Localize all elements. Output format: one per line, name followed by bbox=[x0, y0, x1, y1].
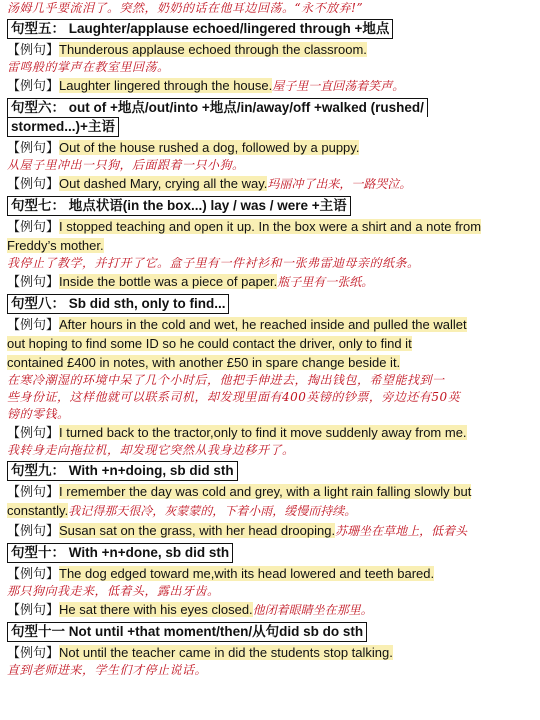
handwritten-translation: 瓶子里有一张纸。 bbox=[277, 275, 374, 289]
example-sentence-cont bbox=[7, 236, 536, 255]
handwritten-translation: 从屋子里冲出一只狗，后面跟着一只小狗。 bbox=[7, 158, 245, 172]
handwritten-translation: 雷鸣般的掌声在教室里回荡。 bbox=[7, 60, 170, 74]
example-tag: 【例句】 bbox=[7, 645, 60, 660]
english-sentence-text: contained £400 in notes, with another £50 in spare change beside it. bbox=[7, 355, 401, 370]
pattern-heading: 句型六： out of +地点/out/into +地点/in/away/off +walked (rushed/ bbox=[7, 98, 428, 117]
handwritten-translation: 玛丽冲了出来，一路哭泣。 bbox=[267, 177, 412, 191]
example-sentence bbox=[7, 643, 536, 662]
example-tag: 【例句】 bbox=[7, 140, 60, 155]
section-pattern-11 bbox=[7, 620, 536, 679]
handwritten-translation-cont: 些身份证，这样他就可以联系司机，却发现里面有400英镑的钞票，旁边还有50英 bbox=[7, 390, 461, 404]
handwritten-translation: 苏珊坐在草地上，低着头 bbox=[335, 524, 468, 538]
section-pattern-6 bbox=[7, 96, 536, 194]
english-sentence-text: out hoping to find some ID so he could contact the driver, only to find it bbox=[7, 336, 412, 351]
pattern-heading: 句型九： With +n+doing, sb did sth bbox=[7, 461, 238, 481]
example-tag: 【例句】 bbox=[7, 317, 60, 332]
handwritten-translation: 我转身走向拖拉机，却发现它突然从我身边移开了。 bbox=[7, 443, 295, 457]
example-tag: 【例句】 bbox=[7, 176, 60, 191]
section-pattern-8 bbox=[7, 292, 536, 459]
example-tag: 【例句】 bbox=[7, 425, 60, 440]
example-sentence bbox=[7, 174, 536, 194]
handwritten-note-top: 汤姆几乎要流泪了。突然，奶奶的话在他耳边回荡。“永不放弃!” bbox=[7, 1, 364, 15]
english-sentence-text: The dog edged toward me,with its head lowered and teeth bared. bbox=[59, 566, 435, 581]
pattern-heading: 句型五： Laughter/applause echoed/lingered through +地点 bbox=[7, 19, 393, 39]
example-tag: 【例句】 bbox=[7, 219, 60, 234]
example-tag: 【例句】 bbox=[7, 566, 60, 581]
example-sentence-cont bbox=[7, 353, 536, 372]
english-sentence-text: I turned back to the tractor,only to find it move suddenly away from me. bbox=[59, 425, 467, 440]
english-sentence-text: Laughter lingered through the house. bbox=[59, 78, 273, 93]
handwritten-translation: 我停止了教学，并打开了它。盒子里有一件衬衫和一张弗雷迪母亲的纸条。 bbox=[7, 256, 420, 270]
example-sentence bbox=[7, 76, 536, 96]
english-sentence-text: Susan sat on the grass, with her head drooping. bbox=[59, 523, 336, 538]
handwritten-translation: 直到老师进来，学生们才停止说话。 bbox=[7, 663, 208, 677]
handwritten-translation: 屋子里一直回荡着笑声。 bbox=[272, 79, 405, 93]
example-sentence bbox=[7, 40, 536, 59]
example-sentence bbox=[7, 423, 536, 442]
pattern-heading-cont: stormed...)+主语 bbox=[7, 117, 119, 137]
example-sentence bbox=[7, 482, 536, 501]
pattern-heading: 句型十一 Not until +that moment/then/从句did sb do sth bbox=[7, 622, 367, 642]
english-sentence-text: He sat there with his eyes closed. bbox=[59, 602, 253, 617]
example-tag: 【例句】 bbox=[7, 78, 60, 93]
example-sentence bbox=[7, 217, 536, 236]
english-sentence-text: I remember the day was cold and grey, with a light rain falling slowly but bbox=[59, 484, 472, 499]
section-pattern-5 bbox=[7, 17, 536, 96]
handwritten-translation: 那只狗向我走来，低着头，露出牙齿。 bbox=[7, 584, 220, 598]
english-sentence-text: Freddy’s mother. bbox=[7, 238, 104, 253]
example-sentence bbox=[7, 521, 536, 541]
example-tag: 【例句】 bbox=[7, 42, 60, 57]
handwritten-translation: 他闭着眼睛坐在那里。 bbox=[252, 603, 373, 617]
example-sentence bbox=[7, 600, 536, 620]
section-pattern-10 bbox=[7, 541, 536, 620]
english-sentence-text: Out of the house rushed a dog, followed by a puppy. bbox=[59, 140, 360, 155]
example-sentence bbox=[7, 272, 536, 292]
handwritten-translation: 我记得那天很冷，灰蒙蒙的，下着小雨，缓慢而持续。 bbox=[68, 504, 357, 518]
section-pattern-9 bbox=[7, 459, 536, 541]
pattern-heading: 句型八： Sb did sth, only to find... bbox=[7, 294, 229, 314]
example-sentence bbox=[7, 138, 536, 157]
pattern-heading: 句型十： With +n+done, sb did sth bbox=[7, 543, 233, 563]
section-pattern-7 bbox=[7, 194, 536, 292]
english-sentence-text: constantly. bbox=[7, 503, 69, 518]
pattern-heading: 句型七： 地点状语(in the box...) lay / was / were +主语 bbox=[7, 196, 351, 216]
example-sentence-cont bbox=[7, 501, 536, 521]
english-sentence-text: Inside the bottle was a piece of paper. bbox=[59, 274, 278, 289]
example-sentence bbox=[7, 315, 536, 334]
example-tag: 【例句】 bbox=[7, 274, 60, 289]
english-sentence-text: Not until the teacher came in did the students stop talking. bbox=[59, 645, 393, 660]
handwritten-translation-cont: 镑的零钱。 bbox=[7, 407, 70, 421]
example-sentence-cont bbox=[7, 334, 536, 353]
example-tag: 【例句】 bbox=[7, 484, 60, 499]
english-sentence-text: Out dashed Mary, crying all the way. bbox=[59, 176, 268, 191]
english-sentence-text: Thunderous applause echoed through the classroom. bbox=[59, 42, 367, 57]
english-sentence-text: After hours in the cold and wet, he reached inside and pulled the wallet bbox=[59, 317, 467, 332]
handwritten-translation: 在寒冷潮湿的环境中呆了几个小时后，他把手伸进去，掏出钱包，希望能找到一 bbox=[7, 373, 445, 387]
example-sentence bbox=[7, 564, 536, 583]
example-tag: 【例句】 bbox=[7, 602, 60, 617]
example-tag: 【例句】 bbox=[7, 523, 60, 538]
english-sentence-text: I stopped teaching and open it up. In the box were a shirt and a note from bbox=[59, 219, 482, 234]
